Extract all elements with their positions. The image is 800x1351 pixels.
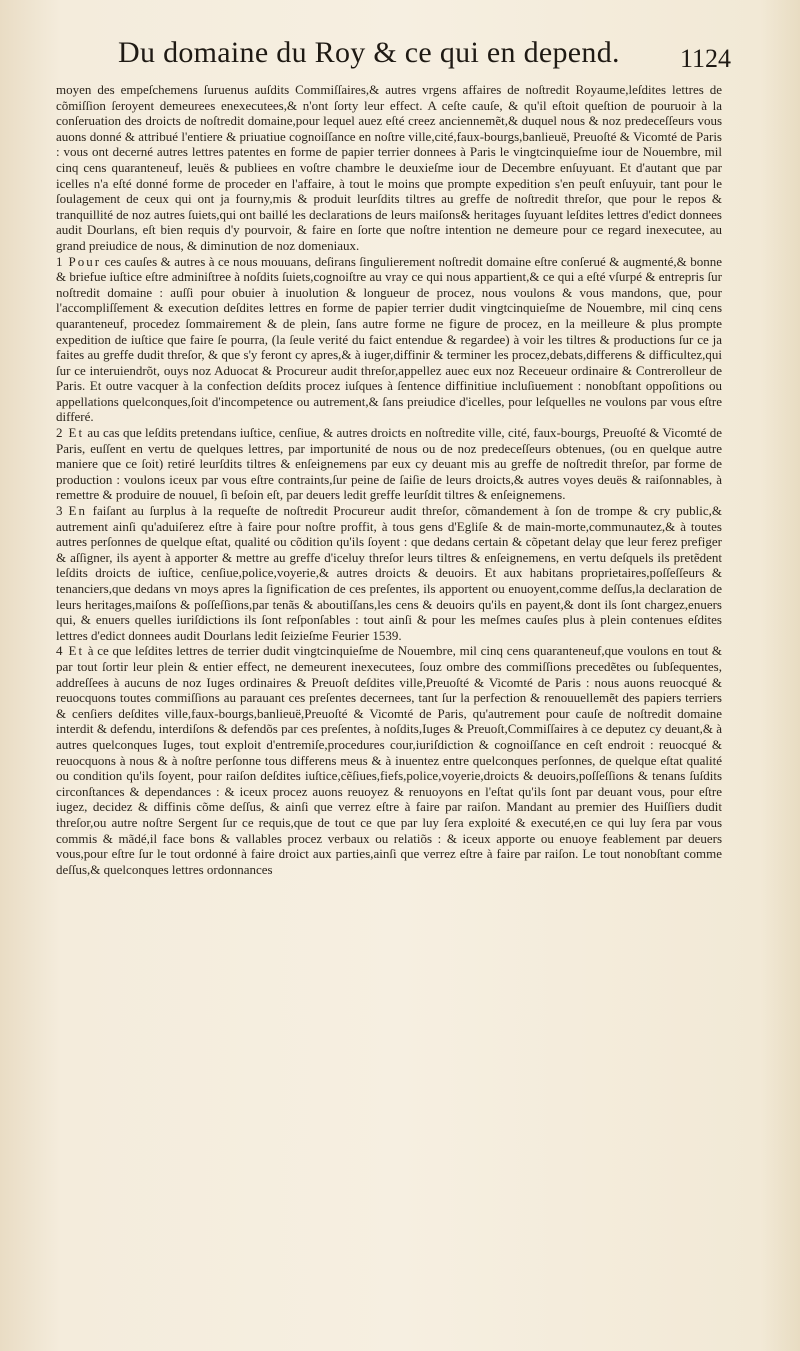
paragraph-text: faiſant au ſurplus à la requeſte de noſtredit Procureur audit threſor, cõmandement à ſon de trompe & cry public,& autrement ainſi qu'aduiſerez eſtre à faire pour noſtre proffit, à tous gens d'Egliſe & de main-morte,communautez,& à toutes autres perſonnes de quelque eſtat, qualité ou cõdition qu'ils ſoyent : que dedans certain & cõpetant delay que leur ferez prefiger & aſſigner, ils ayent à apporter & mettre au greffe d'iceluy threſor leurs tiltres & enſeignemens, en vertu deſquels ils pretẽdent leſdits droicts de iuſtice, cenſiue,police,voyerie,& autres droicts & deuoirs. Et aux habitans proprietaires,poſſeſſeurs & tenanciers,que dedans vn moys apres la ſignification de ces preſentes, ils apportent ou enuoyent,comme deſſus,la declaration de leurs heritages,maiſons & poſſeſſions,par tenãs & aboutiſſans,les cens & deuoirs qu'ils en payent,& dont ils ſont chargez,enuers qui, & enuers quelles iuriſdictions ils ſont reſponſables : tout ainſi & pour les meſmes cauſes plus à plein contenues eſdites lettres d'edict donnees audit Dourlans ledit ſeizieſme Feurier 1539. — [56, 503, 722, 643]
paragraph-text: moyen des empeſchemens ſuruenus auſdits Commiſſaires,& autres vrgens affaires de noſtredit Royaume,leſdites lettres de cõmiſſion ſeroyent demeurees enexecutees,& n'ont ſorty leur effect. A ceſte cauſe, & qu'il eſtoit queſtion de pouruoir à la conſeruation des droicts de noſtredit domaine,pour lequel auez eſté creez anciennemẽt,& duquel nous & noz predeceſſeurs vous auons donné & attribué l'entiere & priuatiue cognoiſſance en noſtre ville,cité,faux-bourgs,banlieuë, Preuoſté & Vicomté de Paris : vous ont decerné autres lettres patentes en forme de papier terrier donnees à Paris le vingtcinquieſme iour de Nouembre, mil cinq cens quaranteneuf, leuës & publiees en voſtre chambre le deuxieſme iour de Decembre enſuyuant. Et d'autant que par icelles n'a eſté donné forme de proceder en l'affaire, à tout le moins que prompte expedition s'en peuſt enſuyuir, tant pour le ſoulagement de ceux qui ont ja fourny,mis & produit leurſdits tiltres au greffe de noſtredit threſor, que pour le repos & tranquillité de noz autres ſuiets,qui ont baillé les declarations de leurs maiſons& heritages ſuyuant leſdites lettres d'edict donnees audit Dourlans, eſt bien requis d'y pourvoir, & faire en ſorte que noſtre intention ne demeure pour ce regard inexecutee, au grand preiudice de nous, & diminution de noz domeniaux. — [56, 82, 722, 253]
body-text — [56, 82, 722, 877]
paragraph-number: 2 — [56, 425, 63, 441]
page-header — [0, 30, 800, 86]
paragraph-lead-word: Et — [68, 425, 85, 441]
folio-number: 1124 — [680, 44, 732, 73]
paragraph-2 — [56, 425, 722, 503]
paragraph-number: 3 — [56, 503, 63, 519]
paragraph-4 — [56, 643, 722, 877]
paragraph-lead-word: Pour — [68, 253, 102, 269]
paragraph-text: à ce que leſdites lettres de terrier dudit vingtcinquieſme de Nouembre, mil cinq cens quaranteneuf,que voulons en tout & par tout ſortir leur plein & entier effect, ne demeurent inexecutees, ſouz ombre des commiſſions precedẽtes ou ſubſequentes, addreſſees à aucuns de noz Iuges ordinaires & Preuoſt deſdites ville,Preuoſté & Vicomté de Paris : nous auons reuocqué & reuocquons toutes commiſſions au parauant ces preſentes decernees, tant ſur la perfection & renouuellemẽt des papiers terriers & cenſiers deſdites ville,faux-bourgs,banlieuë,Preuoſté & Vicomté de Paris, qu'autrement pour cauſe de noſtredit domaine interdit & defendu, interdiſons & defendõs par ces preſentes, à noſdits,Iuges & Preuoſt,Commiſſaires à ce deputez cy deuant,& à autres quelconques Iuges, tout exploit d'entremiſe,procedures cour,iuriſdiction & cognoiſſance en ceſt endroit : reuocqué & reuocquons à nous & à noſtre perſonne tous differens meus & à inuentez entre quelconques perſonnes, de quelque eſtat qualité ou condition qu'ils ſoyent, pour raiſon deſdites iuſtice,cẽſiues,fiefs,police,voyerie,droicts & deuoirs,poſſeſſions & tenans ſuſdits circonſtances & dependances : & iceux procez auons reuoyez & renuoyons en l'eſtat qu'ils ſont par deuant vous, pour eſtre iugez, decidez & diffinis cõme deſſus, & ainſi que verrez eſtre à faire par raiſon. Mandant au premier des Huiſſiers dudit threſor,ou autre noſtre Sergent ſur ce requis,que de tout ce que par luy ſera exploité & executé,en ce qui luy ſera par vous commis & mãdé,il face bons & vallables procez verbaux ou relatiõs : & iceux apporte ou enuoye feablement par deuers vous,pour eſtre ſur le tout ordonné à faire droict aux parties,ainſi que verrez eſtre à faire par raiſon. Le tout nonobſtant comme deſſus,& quelconques lettres ordonnances — [56, 643, 723, 877]
paragraph-number: 4 — [56, 643, 63, 659]
paragraph-lead-word: En — [68, 503, 87, 519]
paragraph-1 — [56, 254, 722, 426]
paragraph-intro — [56, 82, 722, 254]
paragraph-text: ces cauſes & autres à ce nous mouuans, deſirans ſingulierement noſtredit domaine eſtre conſerué & augmenté,& bonne & briefue iuſtice eſtre adminiſtree à noſdits ſuiets,cognoiſtre au vray ce qui nous appartient,& ce qui a eſté vſurpé & entrepris ſur noſtredit domaine : auſſi pour obuier à inuolution & longueur de procez, nous voulons & vous mandons, que, pour l'accompliſſement & execution deſdites lettres en forme de papier terrier dudit vingtcinquieſme de Nouembre, mil cinq cens quaranteneuf, procedez ſommairement & de plein, ſans autre forme ne figure de procez, en la meilleure & plus prompte expedition de iuſtice que faire ſe pourra, (la ſeule verité du faict entendue & regardee) à voir les tiltres & productions ſur ce ja faites au greffe dudit threſor, & que s'y feront cy apres,& à iuger,diffinir & terminer les procez,debats,differens & difficultez,qui ſur ce interuiendrõt, ouys noz Aduocat & Procureur audit threſor,appellez auec eux noz Receueur ordinaire & Contrerolleur de Paris. Et outre vacquer à la confection deſdits procez iuſques à ſentence diffinitiue incluſiuement : nonobſtant oppoſitions ou appellations quelconques,ſoit d'incompetence ou autrement,& ſans preiudice d'icelles, pour leſquelles ne voulons par vous eſtre differé. — [56, 253, 723, 425]
running-title: Du domaine du Roy & ce qui en depend. — [118, 36, 620, 69]
paragraph-number: 1 — [56, 253, 63, 269]
paragraph-lead-word: Et — [68, 643, 85, 659]
paragraph-3 — [56, 503, 722, 643]
paragraph-text: au cas que leſdits pretendans iuſtice, cenſiue, & autres droicts en noſtredite ville, cité, faux-bourgs, Preuoſté & Vicomté de Paris, euſſent en vertu de quelques lettres, par importunité de nous ou de noz predeceſſeurs obtenues, (ou en quelque autre maniere que ce ſoit) retiré leurſdits tiltres & enſeignemens par eux cy deuant mis au greffe de noſtredit threſor, par forme de production : voulons iceux par vous eſtre contraints,ſur peine de ſaiſie de leurs droicts,& autres voyes deuës & raiſonnables, à remettre & produire de nouuel, ſi beſoin eſt, par deuers ledit greffe leurſdit tiltres & enſeignemens. — [56, 425, 722, 503]
